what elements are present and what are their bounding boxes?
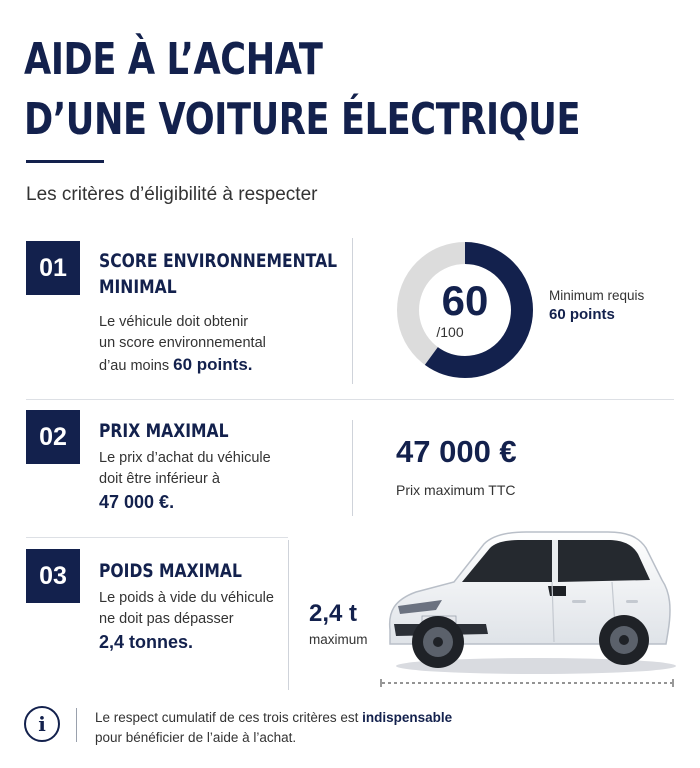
page-title <box>24 30 684 150</box>
criterion-number-01: 01 <box>26 241 80 295</box>
criterion-02-desc-line-2: doit être inférieur à <box>99 471 220 487</box>
criterion-01-desc-emphasis: 60 points. <box>173 355 253 374</box>
criterion-02-desc-line-1: Le prix d’achat du véhicule <box>99 450 271 466</box>
eligibility-note-emphasis: indispensable <box>362 710 453 725</box>
criterion-description-03 <box>99 588 274 654</box>
info-icon: i <box>24 706 60 742</box>
criterion-heading-01 <box>99 248 337 300</box>
eligibility-note-line-2: pour bénéficier de l’aide à l’achat. <box>95 730 297 745</box>
divider-vertical-03 <box>288 540 289 690</box>
criterion-description-01 <box>99 312 266 377</box>
max-weight-label: maximum <box>309 632 368 647</box>
criterion-heading-01-line-2: MINIMAL <box>99 276 177 298</box>
eligibility-note-text: Le respect cumulatif de ces trois critères est <box>95 710 363 725</box>
car-illustration <box>376 520 676 680</box>
criterion-heading-03: POIDS MAXIMAL <box>99 560 242 582</box>
page-title-line-2: D’UNE VOITURE ÉLECTRIQUE <box>24 94 581 145</box>
criterion-number-02: 02 <box>26 410 80 464</box>
title-underline <box>26 160 104 163</box>
criterion-description-02 <box>99 448 271 514</box>
criterion-01-desc-line-3 <box>99 354 266 377</box>
criterion-01-desc-line-2: un score environnemental <box>99 335 266 351</box>
score-gauge-value: 60 <box>441 277 489 324</box>
score-gauge-max: /100 <box>436 324 464 340</box>
minimum-required-label: Minimum requis <box>549 288 645 303</box>
dimension-line <box>380 678 674 688</box>
criterion-number-03: 03 <box>26 549 80 603</box>
criterion-03-desc-line-2: ne doit pas dépasser <box>99 611 234 627</box>
criterion-heading-01-line-1: SCORE ENVIRONNEMENTAL <box>99 250 338 272</box>
page-subtitle: Les critères d’éligibilité à respecter <box>26 184 318 205</box>
divider-horizontal-01 <box>26 399 674 400</box>
max-weight-value: 2,4 t <box>309 600 358 627</box>
page-title-line-1: AIDE À L’ACHAT <box>24 34 323 85</box>
divider-horizontal-02 <box>26 537 288 538</box>
max-price-value: 47 000 € <box>396 434 517 469</box>
criterion-03-desc-line-1: Le poids à vide du véhicule <box>99 590 274 606</box>
divider-vertical-02 <box>352 420 353 516</box>
criterion-02-desc-emphasis: 47 000 €. <box>99 492 175 512</box>
criterion-01-desc-line-1: Le véhicule doit obtenir <box>99 314 249 330</box>
eligibility-note <box>95 708 515 748</box>
divider-vertical-01 <box>352 238 353 384</box>
criterion-01-desc-line-3-text: d’au moins <box>99 358 174 374</box>
criterion-heading-02: PRIX MAXIMAL <box>99 420 229 442</box>
criterion-03-desc-emphasis: 2,4 tonnes. <box>99 632 194 652</box>
note-separator <box>76 708 77 742</box>
max-price-label: Prix maximum TTC <box>396 482 516 498</box>
minimum-required-value: 60 points <box>549 306 615 323</box>
